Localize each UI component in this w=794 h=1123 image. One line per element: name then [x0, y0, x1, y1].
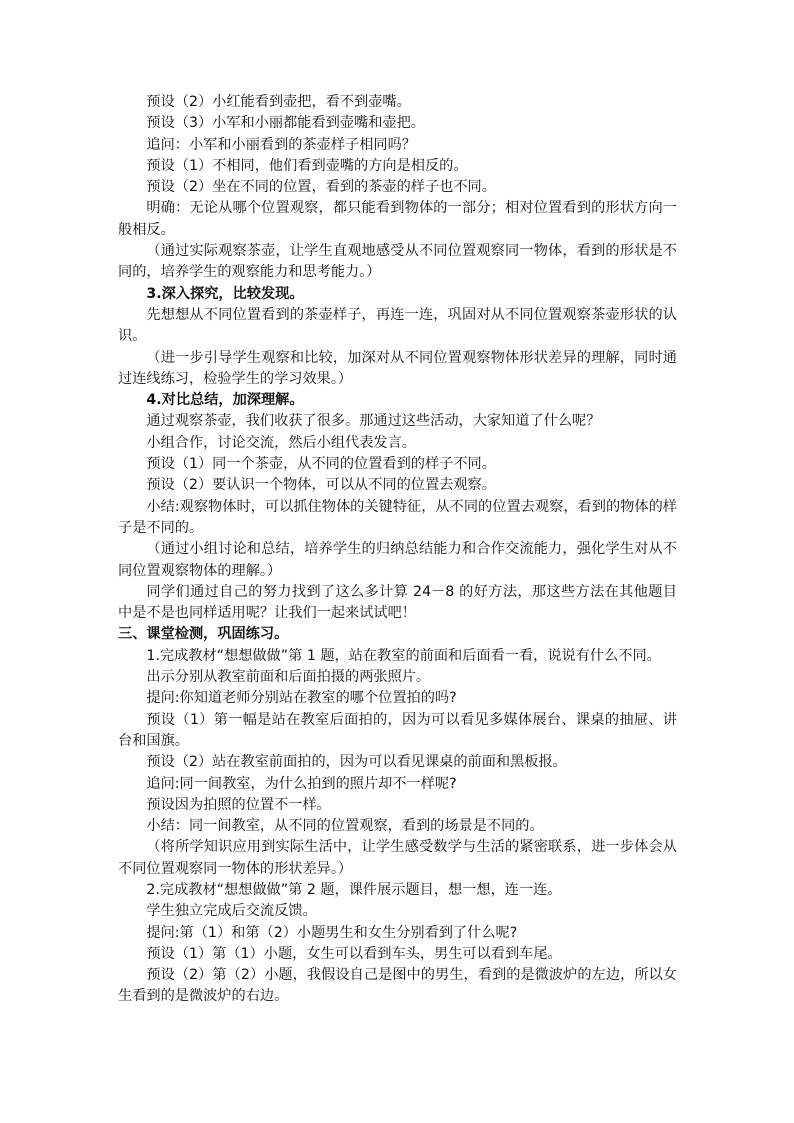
section-heading-3-classroom-check: 三、课堂检测，巩固练习。	[118, 626, 289, 643]
paragraph-23: 预设（1）第一幅是站在教室后面拍的，因为可以看见多媒体展台、课桌的抽屉、讲台和国旗。	[118, 711, 677, 749]
paragraph-30: 学生独立完成后交流反馈。	[146, 903, 317, 920]
paragraph-24: 预设（2）站在教室前面拍的，因为可以看见课桌的前面和黑板报。	[146, 754, 567, 771]
paragraph-28: （将所学知识应用到实际生活中，让学生感受数学与生活的紧密联系，进一步体会从不同位置观察同一物体的形状差异。）	[118, 839, 677, 877]
paragraph-33: 预设（2）第（2）小题，我假设自己是图中的男生，看到的是微波炉的左边，所以女生看到的是微波炉的右边。	[118, 967, 677, 1005]
paragraph-4: 预设（1）不相同，他们看到壶嘴的方向是相反的。	[146, 157, 468, 174]
paragraph-31: 提问:第（1）和第（2）小题男生和女生分别看到了什么呢?	[146, 924, 518, 941]
paragraph-20: 1.完成教材“想想做做”第 1 题，站在教室的前面和后面看一看，说说有什么不同。	[146, 647, 661, 664]
paragraph-2: 预设（3）小军和小丽都能看到壶嘴和壶把。	[146, 115, 425, 132]
paragraph-32: 预设（1）第（1）小题，女生可以看到车头，男生可以看到车尾。	[146, 945, 562, 962]
paragraph-17: （通过小组讨论和总结，培养学生的归纳总结能力和合作交流能力，强化学生对从不同位置观察物体的理解。）	[118, 541, 677, 579]
section-heading-4: 4.对比总结，加深理解。	[146, 392, 304, 409]
paragraph-1: 预设（2）小红能看到壶把，看不到壶嘴。	[146, 94, 411, 110]
paragraph-21: 出示分别从教室前面和后面拍摄的两张照片。	[146, 669, 431, 686]
paragraph-18: 同学们通过自己的努力找到了这么多计算 24－8 的好方法，那这些方法在其他题目中是不是也同样适用呢？让我们一起来试试吧！	[118, 583, 677, 622]
paragraph-16: 小结:观察物体时，可以抓住物体的关键特征，从不同的位置去观察，看到的物体的样子是不同的。	[118, 498, 677, 536]
paragraph-25: 追问:同一间教室，为什么拍到的照片却不一样呢?	[146, 775, 457, 792]
paragraph-7: （通过实际观察茶壶，让学生直观地感受从不同位置观察同一物体，看到的形状是不同的，培养学生的观察能力和思考能力。）	[118, 243, 677, 281]
paragraph-14: 预设（1）同一个茶壶，从不同的位置看到的样子不同。	[146, 456, 496, 473]
paragraph-22: 提问:你知道老师分别站在教室的哪个位置拍的吗?	[146, 690, 457, 707]
paragraph-15: 预设（2）要认识一个物体，可以从不同的位置去观察。	[146, 477, 496, 494]
paragraph-29: 2.完成教材“想想做做”第 2 题，课件展示题目，想一想，连一连。	[146, 881, 562, 898]
paragraph-6: 明确：无论从哪个位置观察，都只能看到物体的一部分；相对位置看到的形状方向一般相反。	[118, 200, 677, 238]
paragraph-10: （进一步引导学生观察和比较，加深对从不同位置观察物体形状差异的理解，同时通过连线练习，检验学生的学习效果。）	[118, 349, 677, 387]
paragraph-3: 追问：小军和小丽看到的茶壶样子相同吗？	[146, 136, 416, 153]
section-heading-3: 3.深入探究，比较发现。	[146, 285, 304, 302]
paragraph-9: 先想想从不同位置看到的茶壶样子，再连一连，巩固对从不同位置观察茶壶形状的认识。	[118, 306, 677, 345]
paragraph-26: 预设因为拍照的位置不一样。	[146, 796, 331, 813]
paragraph-12: 通过观察茶壶，我们收获了很多。那通过这些活动，大家知道了什么呢？	[146, 413, 601, 430]
paragraph-13: 小组合作，讨论交流，然后小组代表发言。	[146, 434, 416, 451]
document-body	[118, 92, 677, 1008]
paragraph-27: 小结：同一间教室，从不同的位置观察，看到的场景是不同的。	[146, 818, 544, 835]
paragraph-5: 预设（2）坐在不同的位置，看到的茶壶的样子也不同。	[146, 179, 496, 196]
